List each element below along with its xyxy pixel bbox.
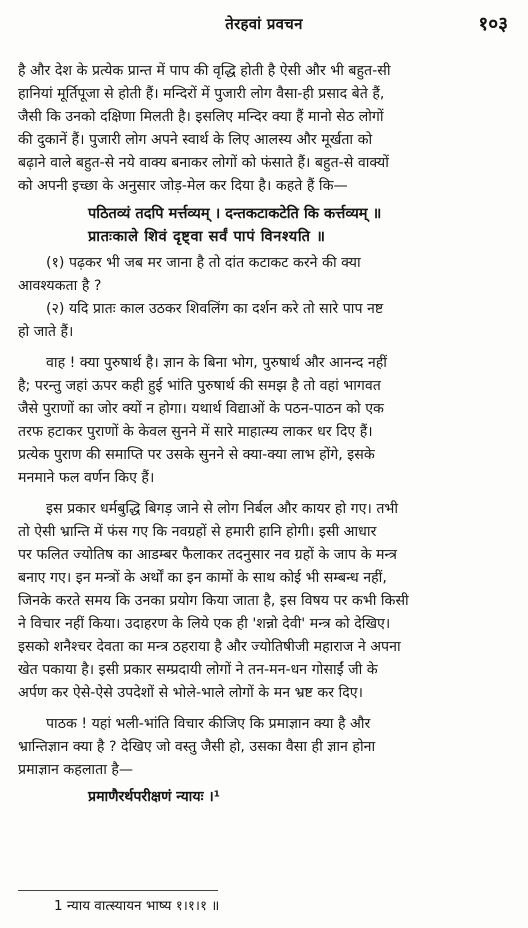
text-line: है और देश के प्रत्येक प्रान्त में पाप की वृद्धि होती है ऐसी और भी बहुत-सी [18,63,391,79]
footnote-rule [18,890,218,891]
text-line: मनमाने फल वर्णन किए हैं। [18,470,155,486]
sloka-line: प्रातःकाले शिवं दृष्ट्वा सर्वं पापं विनश्यति ॥ [88,228,326,245]
text-line: वाह ! क्या पुरुषार्थ है। ज्ञान के बिना भोग, पुरुषार्थ और आनन्द नहीं [46,355,387,371]
point-2 [18,298,508,344]
text-line: प्रत्येक पुराण की समाप्ति पर उसके सुनने से क्या-क्या लाभ होंगे, इसके [18,447,375,463]
paragraph-2 [18,352,508,490]
text-line: पाठक ! यहां भली-भांति विचार कीजिए कि प्रमाज्ञान क्या है और [46,716,371,732]
text-line: भ्रान्तिज्ञान क्या है ? देखिए जो वस्तु जैसी हो, उसका वैसा ही ज्ञान होना [18,739,376,755]
page-body [18,60,508,809]
text-line: आवश्यकता है ? [18,278,102,294]
text-line: तरफ हटाकर पुराणों के केवल सुनने में सारे माहात्म्य लाकर धर दिए हैं। [18,424,373,440]
text-line: हानियां मूर्तिपूजा से होती हैं। मन्दिरों में पुजारी लोग वैसा-ही प्रसाद बेते हैं, [18,86,385,102]
text-line: इसको शनैश्चर देवता का मन्त्र ठहराया है और ज्योतिषीजी महाराज ने अपना [18,639,401,655]
sloka-line: पठितव्यं तदपि मर्त्तव्यम् । दन्तकटाकटेति कि कर्त्तव्यम् ॥ [88,205,382,222]
text-line: जैसे पुराणों का जोर क्यों न होगा। यथार्थ विद्याओं के पठन-पाठन को एक [18,401,384,417]
text-line: प्रमाज्ञान कहलाता है— [18,762,134,778]
text-line: (१) पढ़कर भी जब मर जाना है तो दांत कटाकट करने की क्या [46,255,361,271]
text-line: खेत पकाया है। इसी प्रकार सम्प्रदायी लोगों ने तन-मन-धन गोसाईं जी के [18,662,378,678]
page-number: १०३ [478,13,508,35]
paragraph-3 [18,498,508,705]
text-line: जैसी कि उनको दक्षिणा मिलती है। इसलिए मन्दिर क्या हैं मानो सेठ लोगों [18,109,384,125]
text-line: है; परन्तु जहां ऊपर कही हुई भांति पुरुषार्थ की समझ है तो वहां भागवत [18,378,381,394]
text-line: बनाए गए। इन मन्त्रों के अर्थों का इन कामों के साथ कोई भी सम्बन्ध नहीं, [18,570,387,586]
text-line: तो ऐसी भ्रान्ति में फंस गए कि नवग्रहों से हमारी हानि होगी। इसी आधार [18,524,377,540]
paragraph-4 [18,713,508,782]
text-line: पर फलित ज्योतिष का आडम्बर फैलाकर तदनुसार नव ग्रहों के जाप के मन्त्र [18,547,397,563]
page-header [0,8,528,42]
text-line: (२) यदि प्रातः काल उठकर शिवलिंग का दर्शन करे तो सारे पाप नष्ट [46,301,384,317]
text-line: जिनके करते समय कि उनका प्रयोग किया जाता है, इस विषय पर कभी किसी [18,593,409,609]
text-line: अर्पण कर ऐसे-ऐसे उपदेशों से भोले-भाले लोगों के मन भ्रष्ट कर दिए। [18,685,363,701]
text-line: बढ़ाने वाले बहुत-से नये वाक्य बनाकर लोगों को फंसाते हैं। बहुत-से वाक्यों [18,155,389,171]
text-line: इस प्रकार धर्मबुद्धि बिगड़ जाने से लोग निर्बल और कायर हो गए। तभी [46,501,399,517]
text-line: को अपनी इच्छा के अनुसार जोड़-मेल कर दिया है। कहते हैं कि— [18,178,348,194]
nyaya-quote: प्रमाणैरर्थपरीक्षणं न्यायः ।¹ [88,789,220,805]
running-head: तेरहवां प्रवचन [225,15,303,33]
text-line: हो जाते हैं। [18,324,74,340]
sanskrit-sloka [18,202,508,248]
footnote: 1 न्याय वात्स्यायन भाष्य १।१।१ ॥ [54,898,220,914]
text-line: ने विचार नहीं किया। उदाहरण के लिये एक ही 'शन्नो देवी' मन्त्र को देखिए। [18,616,391,632]
point-1 [18,252,508,298]
paragraph-1 [18,60,508,198]
text-line: की दुकानें हैं। पुजारी लोग अपने स्वार्थ के लिए आलस्य और मूर्खता को [18,132,373,148]
